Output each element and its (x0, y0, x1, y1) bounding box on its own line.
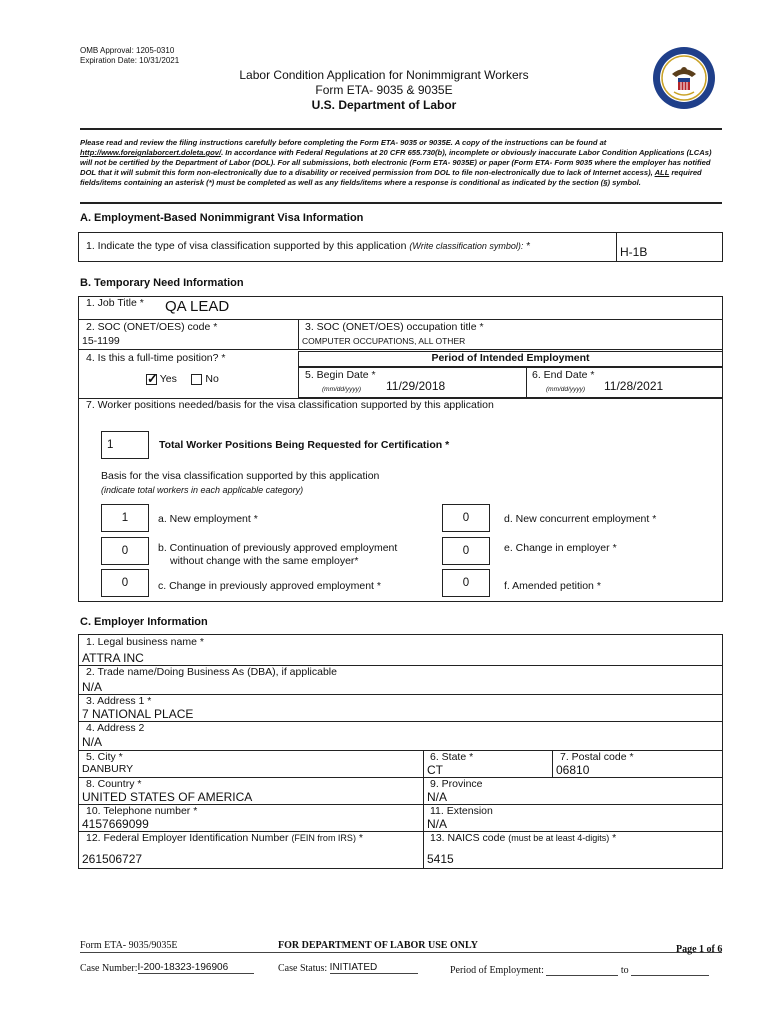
continuation-box[interactable]: 0 (101, 537, 149, 565)
new-concurrent-box[interactable]: 0 (442, 504, 490, 532)
instructions-all: ALL (654, 168, 670, 177)
instructions-link[interactable]: http://www.foreignlaborcert.doleta.gov/ (80, 148, 222, 157)
fein-hint: (FEIN from IRS) (291, 833, 356, 843)
country-value[interactable]: UNITED STATES OF AMERICA (82, 790, 253, 804)
end-date-label: 6. End Date * (532, 369, 595, 381)
divider (526, 367, 527, 398)
continuation-label-2: without change with the same employer* (170, 555, 359, 567)
province-label: 9. Province (430, 778, 483, 790)
begin-date-label: 5. Begin Date * (305, 369, 376, 381)
divider (298, 319, 299, 349)
fulltime-options (146, 373, 219, 385)
instructions-part3: required fields/items containing an asterisk (*) must be completed as well as any fields/items where a response is conditional as indicated by the section (§) symbol. (80, 168, 702, 187)
divider (552, 750, 553, 777)
visa-class-value: H-1B (620, 245, 648, 259)
dol-seal-logo (652, 46, 716, 110)
legal-name-value[interactable]: ATTRA INC (82, 651, 144, 665)
telephone-value[interactable]: 4157669099 (82, 817, 149, 831)
city-label: 5. City * (86, 751, 123, 763)
new-concurrent-label: d. New concurrent employment * (504, 513, 657, 525)
footer-dol-use: FOR DEPARTMENT OF LABOR USE ONLY (278, 940, 478, 951)
instructions-part1: Please read and review the filing instructions carefully before completing the Form ETA- 9035 or 9035E. A copy of the instructions can be found at (80, 138, 607, 147)
dba-value[interactable]: N/A (82, 680, 103, 694)
form-number: Form ETA- 9035 & 9035E (315, 83, 453, 97)
fulltime-label: 4. Is this a full-time position? * (86, 352, 226, 364)
address2-label: 4. Address 2 (86, 722, 145, 734)
state-label: 6. State * (430, 751, 474, 763)
divider (78, 777, 723, 778)
end-date-value[interactable]: 11/28/2021 (604, 379, 664, 393)
case-status-label: Case Status: (278, 963, 328, 974)
new-employment-box[interactable]: 1 (101, 504, 149, 532)
department-name: U.S. Department of Labor (311, 98, 457, 112)
fein-required: * (355, 832, 363, 844)
postal-label: 7. Postal code * (560, 751, 634, 763)
naics-required: * (609, 832, 617, 844)
soc-code-label: 2. SOC (ONET/OES) code * (86, 321, 218, 333)
case-number-label: Case Number: (80, 963, 138, 974)
dba-label: 2. Trade name/Doing Business As (DBA), if applicable (86, 666, 337, 678)
job-title-label: 1. Job Title * (86, 297, 144, 309)
case-status (278, 962, 418, 974)
fein-label-text: 12. Federal Employer Identification Number (86, 832, 292, 844)
case-number-value: I-200-18323-196906 (138, 962, 254, 974)
period-to-label: to (620, 965, 629, 976)
total-positions-box[interactable]: 1 (101, 431, 149, 459)
extension-value[interactable]: N/A (427, 817, 448, 831)
soc-title-value[interactable]: COMPUTER OCCUPATIONS, ALL OTHER (302, 336, 466, 346)
page-number: Page 1 of 6 (676, 944, 723, 955)
yes-label: Yes (159, 373, 177, 385)
case-status-value: INITIATED (330, 962, 418, 974)
header-rule (80, 128, 722, 130)
naics-label (430, 832, 616, 844)
begin-date-value[interactable]: 11/29/2018 (386, 379, 446, 393)
divider (78, 721, 723, 722)
case-number (80, 962, 254, 974)
change-employer-box[interactable]: 0 (442, 537, 490, 565)
fein-label (86, 832, 363, 844)
address2-value[interactable]: N/A (82, 735, 103, 749)
naics-hint: (must be at least 4-digits) (508, 833, 610, 843)
footer-rule (80, 952, 722, 953)
period-of-employment-label: Period of Employment: (450, 965, 544, 976)
basis-hint: (indicate total workers in each applicable category) (101, 485, 304, 495)
state-value[interactable]: CT (427, 763, 443, 777)
new-employment-label: a. New employment * (158, 513, 258, 525)
province-value[interactable]: N/A (427, 790, 448, 804)
amended-petition-label: f. Amended petition * (504, 580, 601, 592)
amended-petition-box[interactable]: 0 (442, 569, 490, 597)
no-label: No (205, 373, 219, 385)
worker-positions-label: 7. Worker positions needed/basis for the visa classification supported by this application (86, 399, 494, 411)
total-positions-label: Total Worker Positions Being Requested for Certification * (159, 439, 450, 451)
change-previous-label: c. Change in previously approved employment * (158, 580, 381, 592)
legal-name-label: 1. Legal business name * (86, 636, 204, 648)
basis-label: Basis for the visa classification supported by this application (101, 470, 380, 482)
footer-form-id: Form ETA- 9035/9035E (80, 940, 178, 951)
divider (78, 694, 723, 695)
instructions-part2: . In accordance with Federal Regulations at 20 CFR 655.730(b), incomplete or obviously inaccurate Labor Condition Applications (LCAs) will not be certified by the Department of Labor (DOL). For all submissions, both electronic (Form ETA- 9035E) or paper (Form ETA- Form 9035 where the employer has notified DOL that it will submit this form non-electronically due to a disability or received permission from DOL to file non-electronically due to lack of Internet access), (80, 148, 712, 177)
telephone-label: 10. Telephone number * (86, 805, 198, 817)
period-start-blank (546, 964, 618, 976)
soc-code-value[interactable]: 15-1199 (82, 335, 120, 347)
form-title: Labor Condition Application for Nonimmigrant Workers (239, 68, 529, 82)
no-checkbox[interactable] (191, 374, 202, 385)
divider (423, 750, 424, 869)
visa-class-required: * (523, 240, 531, 252)
visa-class-label (86, 240, 530, 252)
visa-class-question: 1. Indicate the type of visa classification supported by this application (86, 240, 410, 252)
section-b-heading: B. Temporary Need Information (80, 277, 244, 289)
soc-title-label: 3. SOC (ONET/OES) occupation title * (305, 321, 484, 333)
instructions-text (80, 138, 722, 188)
postal-value[interactable]: 06810 (556, 763, 590, 777)
address1-label: 3. Address 1 * (86, 695, 152, 707)
extension-label: 11. Extension (430, 805, 493, 817)
period-of-employment (450, 964, 709, 976)
omb-approval: OMB Approval: 1205-0310 (80, 46, 175, 55)
change-employer-label: e. Change in employer * (504, 542, 617, 554)
divider (78, 349, 723, 350)
period-heading: Period of Intended Employment (431, 352, 590, 364)
expiration-date: Expiration Date: 10/31/2021 (80, 56, 180, 65)
section-a-heading: A. Employment-Based Nonimmigrant Visa Information (80, 212, 364, 224)
divider (78, 319, 723, 320)
yes-checkbox[interactable] (146, 374, 157, 385)
visa-class-hint: (Write classification symbol): (409, 241, 524, 251)
city-value[interactable]: DANBURY (82, 763, 134, 775)
naics-value[interactable]: 5415 (427, 852, 454, 866)
end-date-hint: (mm/dd/yyyy) (546, 386, 585, 393)
instructions-rule (80, 202, 722, 204)
period-end-blank (631, 964, 709, 976)
begin-date-hint: (mm/dd/yyyy) (322, 386, 361, 393)
section-c-heading: C. Employer Information (80, 616, 208, 628)
fein-value[interactable]: 261506727 (82, 852, 143, 866)
omb-block (80, 46, 179, 66)
job-title-value[interactable]: QA LEAD (165, 298, 230, 315)
country-label: 8. Country * (86, 778, 142, 790)
continuation-label: b. Continuation of previously approved employment (158, 542, 398, 554)
address1-value[interactable]: 7 NATIONAL PLACE (82, 707, 194, 721)
change-previous-box[interactable]: 0 (101, 569, 149, 597)
naics-label-text: 13. NAICS code (430, 832, 509, 844)
